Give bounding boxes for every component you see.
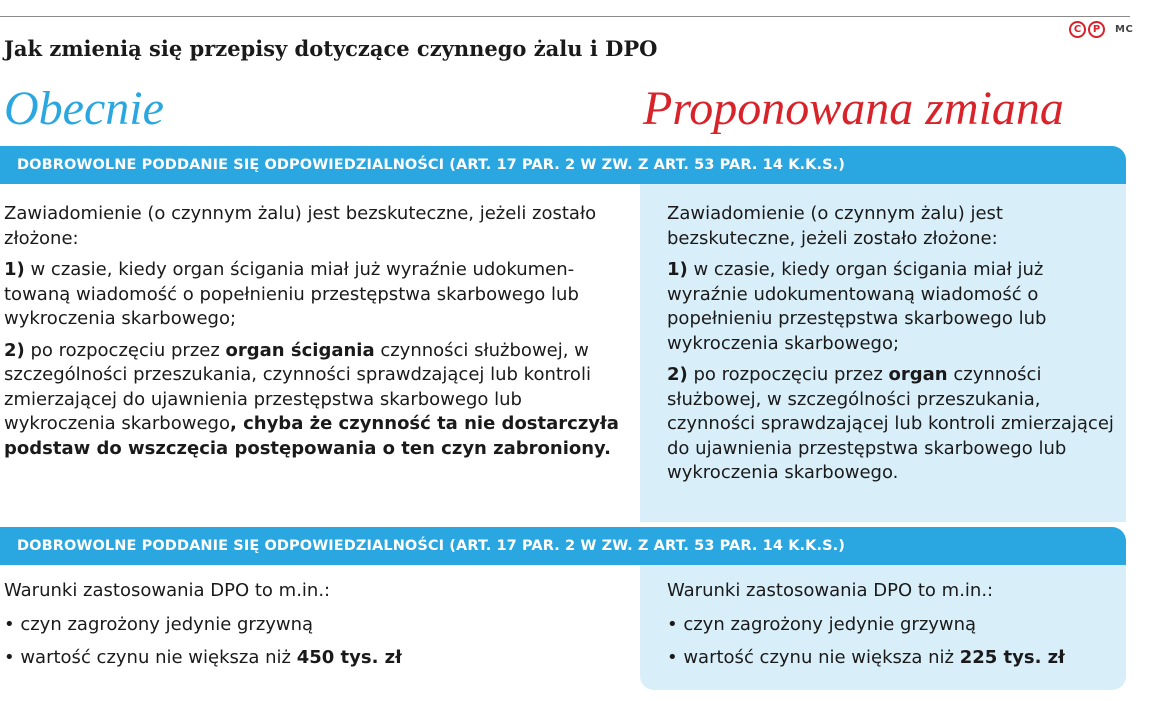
section-1-current <box>4 202 629 468</box>
section-2-proposed-bullet-2 <box>667 646 1117 671</box>
section-2-proposed-bullet-1: • czyn zagrożony jedynie grzywną <box>667 613 977 635</box>
column-title-current: Obecnie <box>4 82 164 135</box>
point-number: 2) <box>667 364 688 385</box>
copyright-c-icon: C <box>1069 21 1086 38</box>
point-text: w czasie, kiedy organ ścigania miał już wyraźnie udokumentowaną wiadomość o popełnieniu przestępstwa skarbowego lub wykroczenia skarbowego; <box>667 259 1047 354</box>
section-band-1: DOBROWOLNE PODDANIE SIĘ ODPOWIEDZIALNOŚCI (ART. 17 PAR. 2 W ZW. Z ART. 53 PAR. 14 K.K.S.) <box>0 146 1126 184</box>
point-number: 1) <box>667 259 688 280</box>
point-text: czynności służbowej, w szczególności przeszukania, czynności sprawdzającej lub kontroli zmierzającej do ujawnienia przestępstwa skarbowego lub wykroczenia skarbowego <box>4 339 591 434</box>
top-rule <box>0 16 1130 17</box>
publisher-logo <box>1069 21 1133 38</box>
author-initials: MC <box>1115 24 1134 35</box>
section-2-proposed-intro: Warunki zastosowania DPO to m.in.: <box>667 580 994 601</box>
bullet-text: • wartość czynu nie większa niż <box>4 647 297 668</box>
point-emphasis: organ ścigania <box>225 339 375 361</box>
section-1-current-point-1 <box>4 258 629 332</box>
point-number: 2) <box>4 339 25 361</box>
section-1-proposed-point-1 <box>667 258 1117 356</box>
point-emphasis: , chyba że czynność ta nie dostarczyła podstaw do wszczęcia postępowania o ten czyn zabroniony. <box>4 413 619 459</box>
section-1-proposed-intro: Zawiadomienie (o czynnym żalu) jest bezskuteczne, jeżeli zostało złożone: <box>667 203 1003 249</box>
bullet-amount: 225 tys. zł <box>959 647 1065 668</box>
headline: Jak zmienią się przepisy dotyczące czynnego żalu i DPO <box>4 36 658 61</box>
copyright-p-icon: P <box>1088 21 1105 38</box>
point-text: czynności służbowej, w szczególności przeszukania, czynności sprawdzającej lub kontroli zmierzającej do ujawnienia przestępstwa skarbowego lub wykroczenia skarbowego. <box>667 364 1114 483</box>
section-2-current-intro: Warunki zastosowania DPO to m.in.: <box>4 580 331 601</box>
column-title-proposed: Proponowana zmiana <box>643 82 1064 135</box>
section-1-proposed <box>667 202 1117 493</box>
point-number: 1) <box>4 259 25 280</box>
point-text: po rozpoczęciu przez <box>24 339 226 361</box>
section-2-current-bullet-2 <box>4 646 629 671</box>
point-text: po rozpoczęciu przez <box>687 364 889 385</box>
section-1-current-point-2 <box>4 339 629 462</box>
section-2-current-bullet-1: • czyn zagrożony jedynie grzywną <box>4 613 314 635</box>
bullet-text: • wartość czynu nie większa niż <box>667 647 960 668</box>
section-1-current-intro: Zawiadomienie (o czynnym żalu) jest bezskuteczne, jeżeli zostało złożone: <box>4 203 597 249</box>
section-1-proposed-point-2 <box>667 363 1117 486</box>
section-2-current <box>4 579 629 680</box>
point-emphasis: organ <box>888 364 948 385</box>
section-band-2: DOBROWOLNE PODDANIE SIĘ ODPOWIEDZIALNOŚCI (ART. 17 PAR. 2 W ZW. Z ART. 53 PAR. 14 K.K.S.) <box>0 527 1126 565</box>
bullet-amount: 450 tys. zł <box>296 647 402 668</box>
section-2-proposed <box>667 579 1117 680</box>
point-text: w czasie, kiedy organ ścigania miał już wyraźnie udokumentowaną wiadomość o popełnieniu przestępstwa skarbowego lub wykroczenia skarbowego; <box>4 259 579 329</box>
